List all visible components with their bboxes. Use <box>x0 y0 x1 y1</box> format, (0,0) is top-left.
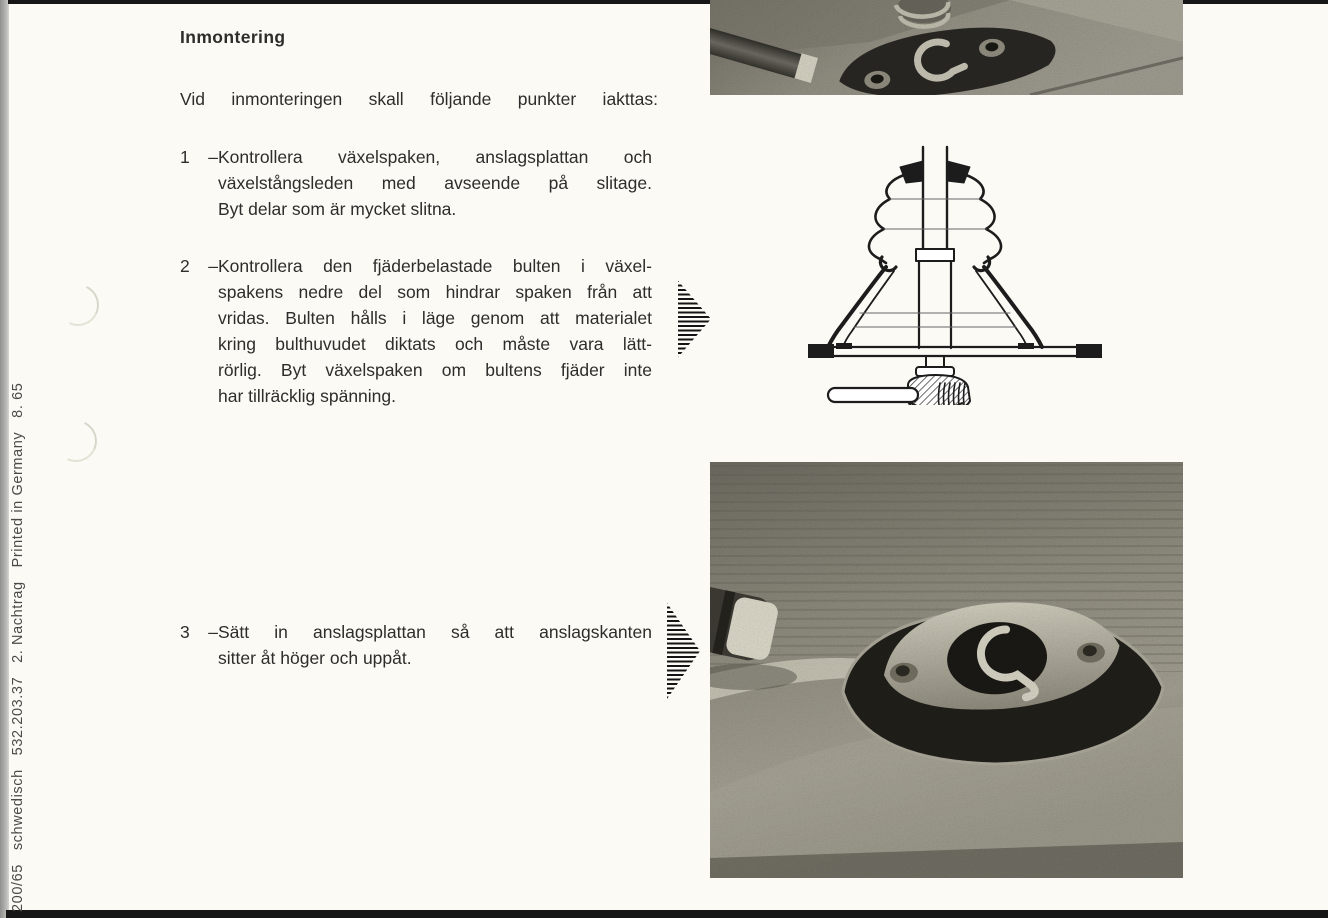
item-text <box>218 253 652 409</box>
text-line: Byt delar som är mycket slitna. <box>218 199 457 219</box>
item-number <box>180 144 218 222</box>
figure-photo-shift-joint <box>710 0 1183 95</box>
figure-drawing-gear-lever-cross-section <box>790 145 1120 405</box>
item-text <box>218 619 652 671</box>
text-line: har tillräcklig spänning. <box>218 386 397 406</box>
text-line: växelstångsleden med avseende på slitage. <box>218 173 652 193</box>
spring-loaded-bolt-joint <box>828 356 970 405</box>
drawing-canvas <box>790 145 1120 405</box>
bottom-rule-bar <box>6 910 1328 918</box>
item-text <box>218 144 652 222</box>
film-grain <box>710 462 1183 878</box>
text-line: rörlig. Byt växelspaken om bultens fjäder inte <box>218 360 652 380</box>
text-line: kring bulthuvudet diktats och måste vara lätt- <box>218 334 652 354</box>
item-number <box>180 619 218 671</box>
figure-photo-stop-plate <box>710 462 1183 878</box>
text-line: sitter åt höger och uppåt. <box>218 648 412 668</box>
photo-top-canvas <box>710 0 1183 95</box>
item-number-text: 3 <box>180 622 190 642</box>
item-number-text: 1 <box>180 147 190 167</box>
film-grain <box>710 0 1183 95</box>
section-heading: Inmontering <box>180 27 286 47</box>
item-dash: – <box>208 256 218 276</box>
item-number-text: 2 <box>180 256 190 276</box>
intro-paragraph: Vid inmonteringen skall följande punkter iakttas: <box>180 89 658 109</box>
instruction-item-2 <box>180 253 654 409</box>
text-line: Kontrollera den fjäderbelastade bulten i växel- <box>218 256 652 276</box>
item-dash: – <box>208 622 218 642</box>
item-number <box>180 253 218 409</box>
floor-plate <box>808 343 1102 358</box>
punch-hole <box>49 414 103 468</box>
punch-hole <box>51 278 105 332</box>
instruction-item-1 <box>180 144 654 222</box>
photo-bottom-canvas <box>710 462 1183 878</box>
instruction-item-3 <box>180 619 654 671</box>
text-line: vridas. Bulten hålls i läge genom att materialet <box>218 308 652 328</box>
text-line: spakens nedre del som hindrar spaken från att <box>218 282 652 302</box>
imprint-vertical-text: 200/65 schwedisch 532.203.37 2. Nachtrag Printed in Germany 8. 65 <box>10 382 26 912</box>
cover-bell <box>828 267 1042 347</box>
text-line: Kontrollera växelspaken, anslagsplattan och <box>218 147 652 167</box>
item-dash: – <box>208 147 218 167</box>
scan-edge-strip <box>0 0 9 918</box>
text-line: Sätt in anslagsplattan så att anslagskanten <box>218 622 652 642</box>
pointer-arrow-icon <box>678 280 711 358</box>
pointer-arrow-icon <box>667 602 700 700</box>
bolt-pin <box>828 388 918 402</box>
